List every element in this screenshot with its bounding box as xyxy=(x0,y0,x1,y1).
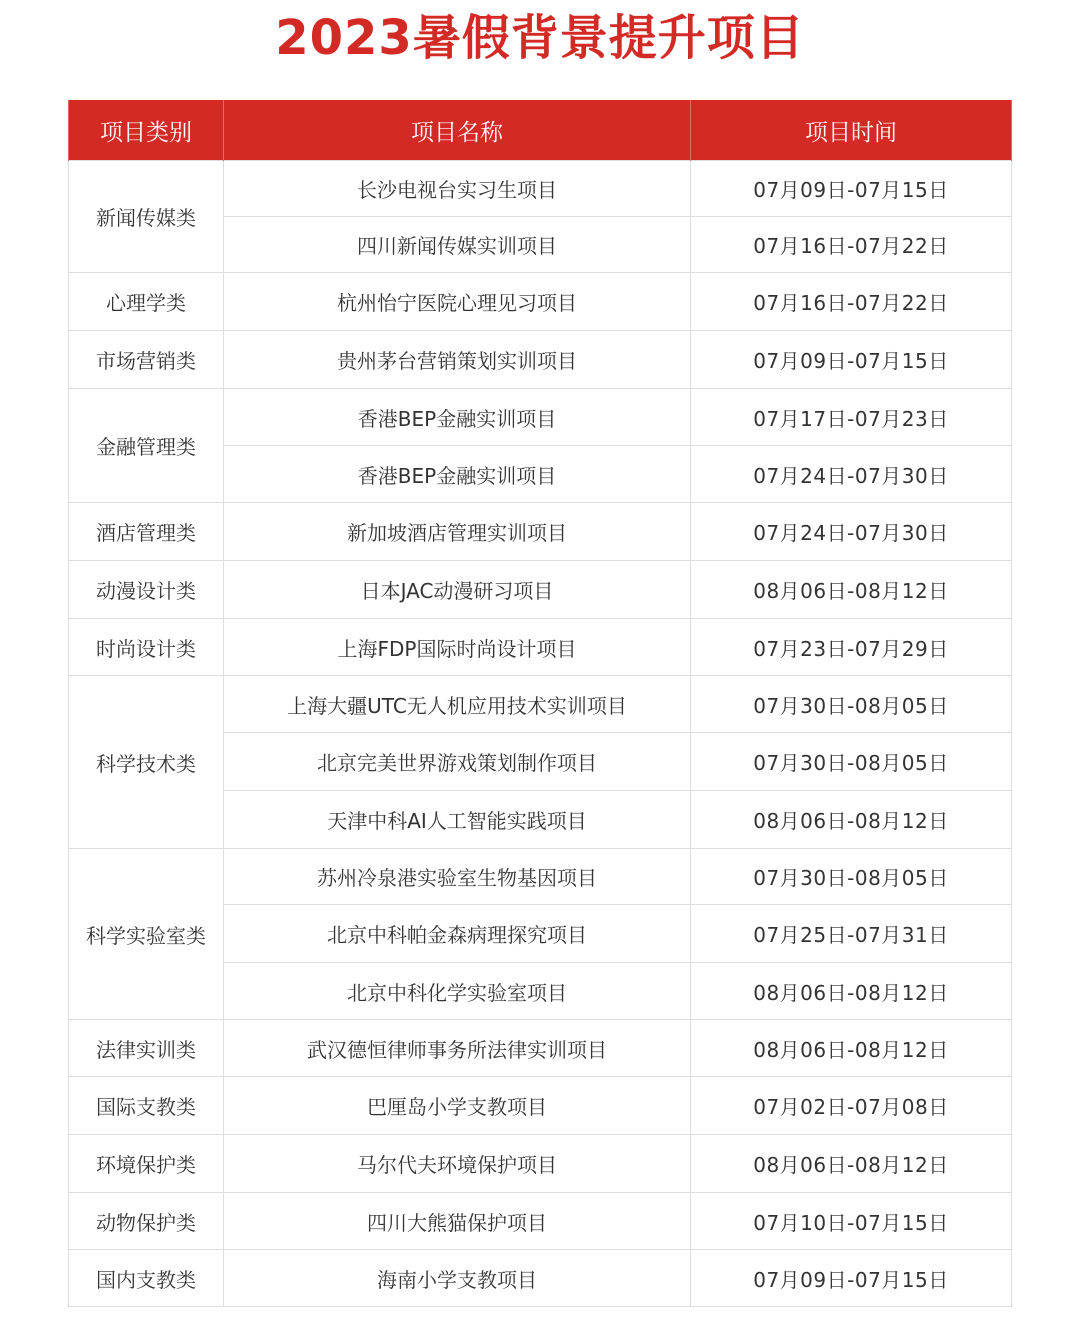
project-time-cell: 08月06日-08月12日 xyxy=(691,1135,1012,1193)
projects-table xyxy=(68,100,1012,1307)
table-row xyxy=(69,273,1012,331)
project-name-cell: 日本JAC动漫研习项目 xyxy=(224,561,691,619)
projects-table-container xyxy=(68,100,1011,1307)
project-time-cell: 07月17日-07月23日 xyxy=(691,389,1012,446)
project-time-cell: 07月16日-07月22日 xyxy=(691,217,1012,273)
category-cell: 金融管理类 xyxy=(69,389,224,503)
project-time-cell: 07月30日-08月05日 xyxy=(691,849,1012,905)
table-header-row xyxy=(69,100,1012,161)
category-cell: 环境保护类 xyxy=(69,1135,224,1193)
project-time-cell: 08月06日-08月12日 xyxy=(691,963,1012,1020)
header-project-time: 项目时间 xyxy=(691,100,1012,161)
project-time-cell: 07月09日-07月15日 xyxy=(691,161,1012,217)
project-time-cell: 08月06日-08月12日 xyxy=(691,791,1012,849)
project-name-cell: 苏州冷泉港实验室生物基因项目 xyxy=(224,849,691,905)
project-time-cell: 07月23日-07月29日 xyxy=(691,619,1012,676)
table-row xyxy=(69,331,1012,389)
project-name-cell: 上海大疆UTC无人机应用技术实训项目 xyxy=(224,676,691,733)
project-name-cell: 四川新闻传媒实训项目 xyxy=(224,217,691,273)
category-cell: 酒店管理类 xyxy=(69,503,224,561)
table-row xyxy=(69,1020,1012,1077)
project-name-cell: 上海FDP国际时尚设计项目 xyxy=(224,619,691,676)
project-name-cell: 天津中科AI人工智能实践项目 xyxy=(224,791,691,849)
category-cell: 市场营销类 xyxy=(69,331,224,389)
project-name-cell: 长沙电视台实习生项目 xyxy=(224,161,691,217)
project-name-cell: 香港BEP金融实训项目 xyxy=(224,446,691,503)
project-name-cell: 北京中科化学实验室项目 xyxy=(224,963,691,1020)
header-project-name: 项目名称 xyxy=(224,100,691,161)
project-name-cell: 贵州茅台营销策划实训项目 xyxy=(224,331,691,389)
table-row xyxy=(69,1135,1012,1193)
project-time-cell: 08月06日-08月12日 xyxy=(691,1020,1012,1077)
project-time-cell: 07月24日-07月30日 xyxy=(691,446,1012,503)
category-cell: 新闻传媒类 xyxy=(69,161,224,273)
category-cell: 国际支教类 xyxy=(69,1077,224,1135)
project-name-cell: 马尔代夫环境保护项目 xyxy=(224,1135,691,1193)
project-name-cell: 海南小学支教项目 xyxy=(224,1250,691,1307)
header-category: 项目类别 xyxy=(69,100,224,161)
category-cell: 法律实训类 xyxy=(69,1020,224,1077)
table-row xyxy=(69,561,1012,619)
project-time-cell: 07月25日-07月31日 xyxy=(691,905,1012,963)
project-time-cell: 07月10日-07月15日 xyxy=(691,1193,1012,1250)
project-name-cell: 巴厘岛小学支教项目 xyxy=(224,1077,691,1135)
project-time-cell: 07月16日-07月22日 xyxy=(691,273,1012,331)
project-name-cell: 北京完美世界游戏策划制作项目 xyxy=(224,733,691,791)
category-cell: 时尚设计类 xyxy=(69,619,224,676)
table-row xyxy=(69,161,1012,217)
project-time-cell: 07月30日-08月05日 xyxy=(691,733,1012,791)
category-cell: 心理学类 xyxy=(69,273,224,331)
project-name-cell: 新加坡酒店管理实训项目 xyxy=(224,503,691,561)
category-cell: 动物保护类 xyxy=(69,1193,224,1250)
project-name-cell: 杭州怡宁医院心理见习项目 xyxy=(224,273,691,331)
table-row xyxy=(69,503,1012,561)
table-row xyxy=(69,1193,1012,1250)
category-cell: 科学实验室类 xyxy=(69,849,224,1020)
project-name-cell: 北京中科帕金森病理探究项目 xyxy=(224,905,691,963)
project-time-cell: 07月24日-07月30日 xyxy=(691,503,1012,561)
table-row xyxy=(69,1077,1012,1135)
project-name-cell: 香港BEP金融实训项目 xyxy=(224,389,691,446)
table-row xyxy=(69,619,1012,676)
table-row xyxy=(69,676,1012,733)
category-cell: 科学技术类 xyxy=(69,676,224,849)
project-time-cell: 08月06日-08月12日 xyxy=(691,561,1012,619)
project-time-cell: 07月30日-08月05日 xyxy=(691,676,1012,733)
category-cell: 国内支教类 xyxy=(69,1250,224,1307)
project-name-cell: 四川大熊猫保护项目 xyxy=(224,1193,691,1250)
category-cell: 动漫设计类 xyxy=(69,561,224,619)
table-body xyxy=(69,161,1012,1307)
table-row xyxy=(69,389,1012,446)
project-name-cell: 武汉德恒律师事务所法律实训项目 xyxy=(224,1020,691,1077)
page-title: 2023暑假背景提升项目 xyxy=(275,10,805,66)
project-time-cell: 07月02日-07月08日 xyxy=(691,1077,1012,1135)
table-row xyxy=(69,849,1012,905)
project-time-cell: 07月09日-07月15日 xyxy=(691,1250,1012,1307)
table-row xyxy=(69,1250,1012,1307)
project-time-cell: 07月09日-07月15日 xyxy=(691,331,1012,389)
